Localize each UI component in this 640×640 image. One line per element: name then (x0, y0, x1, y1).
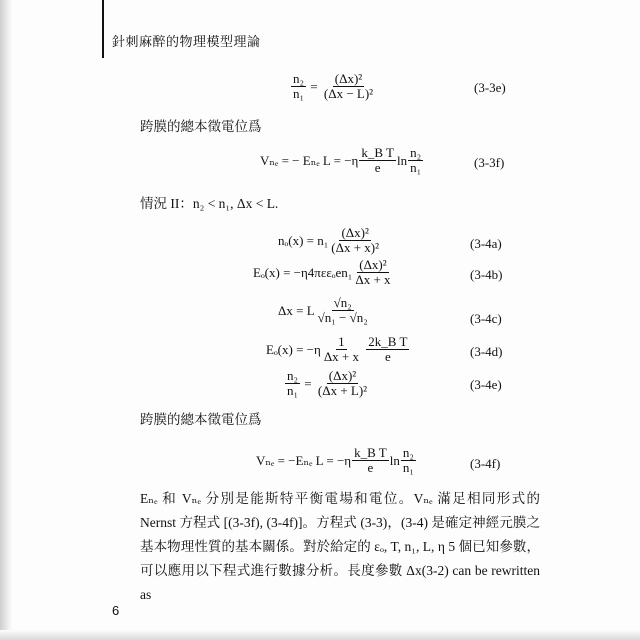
page-number: 6 (112, 603, 120, 618)
eq-3-3f-frac1-num: k_B T (361, 145, 394, 160)
equation-label-3-4f: (3-4f) (470, 456, 501, 471)
equation-label-3-3e: (3-3e) (474, 80, 506, 95)
eq-3-4b-frac-den: Δx + x (355, 272, 391, 287)
eq-3-4e-lhs-num: n₂ (287, 368, 299, 383)
equation-3-4d (266, 335, 410, 364)
equation-3-4e: $\frac{\text{n₂}}{\text{n₁}}$ = $\frac{\text{(Δx)²}}{\text{(Δx + L)²}}$ (287, 368, 368, 398)
running-head: 針刺麻醉的物理模型理論 (112, 34, 261, 49)
header-vertical-rule (102, 0, 104, 58)
equation-3-3e: $\frac{\text{n₂}}{\text{n₁}}$ = $\frac{\text{(Δx)²}}{\text{(Δx − L)²}}$ (293, 71, 374, 101)
eq-3-4f-frac2-num: n₂ (402, 445, 414, 460)
eq-3-4b-lhs: Eₒ(x) = −η4πεεₒen₁ (253, 264, 353, 280)
page-gutter-shadow (0, 0, 12, 640)
eq-3-3e-lhs-num: n₂ (293, 71, 305, 86)
equation-label-3-4b: (3-4b) (470, 267, 503, 282)
potential-intro-1: 跨膜的總本徵電位爲 (140, 119, 262, 134)
equation-3-3f (260, 146, 424, 175)
eq-3-4c-lhs: Δx = L (278, 302, 315, 318)
eq-3-3f-ln: ln (396, 152, 408, 168)
eq-3-4d-frac1-num: 1 (338, 334, 345, 349)
eq-3-4a-frac-num: (Δx)² (341, 225, 369, 240)
equation-3-4a (278, 226, 382, 255)
eq-3-4b-frac-num: (Δx)² (359, 257, 387, 272)
eq-3-3f-frac2-den: n₁ (410, 160, 422, 175)
eq-3-4e-rhs-num: (Δx)² (328, 368, 357, 383)
eq-3-4a-lhs: nₒ(x) = n₁ (278, 232, 329, 248)
equation-label-3-4a: (3-4a) (470, 236, 502, 251)
equation-label-3-4e: (3-4e) (470, 377, 502, 392)
body-paragraph: Eₙₑ 和 Vₙₑ 分別是能斯特平衡電場和電位。Vₙₑ 滿足相同形式的 Nernst 方程式 [(3-3f), (3-4f)]。方程式 (3-3)，(3-4) 是確定神經元膜之基本物理性質的基本關係。對於給定的 εₒ, T, n₁, L, η 5 個已知參數，可以應用以下程式進行數據分析。長度參數 Δx(3-2) can be rewritten as (140, 491, 540, 602)
eq-3-4e-rhs-den: (Δx + L)² (317, 383, 368, 398)
eq-3-4f-frac1-den: e (367, 460, 374, 475)
eq-3-3e-lhs-den: n₁ (293, 86, 305, 101)
potential-intro-2: 跨膜的總本徵電位爲 (140, 412, 262, 427)
eq-3-4d-frac2-num: 2k_B T (368, 334, 408, 349)
equation-3-4f (256, 446, 417, 475)
eq-3-4f-frac2-den: n₁ (402, 460, 414, 475)
eq-3-4f-lhs: Vₙₑ = −Eₙₑ L = −η (256, 452, 352, 468)
eq-3-4c-frac-num: √n₂ (333, 295, 352, 310)
eq-3-3e-rhs-den: (Δx − L)² (323, 86, 374, 101)
eq-3-4d-frac2-den: e (384, 349, 391, 364)
eq-3-4e-lhs-den: n₁ (287, 383, 299, 398)
eq-3-3e-rhs-num: (Δx)² (334, 71, 363, 86)
equation-label-3-4c: (3-4c) (470, 311, 502, 326)
eq-3-4a-frac-den: (Δx + x)² (331, 240, 380, 255)
case-ii-condition: 情況 II：n₂ < n₁, Δx < L. (140, 196, 279, 211)
eq-3-4c-frac-den: √n₁ − √n₂ (317, 310, 368, 325)
equation-3-4c (278, 296, 371, 325)
eq-3-4d-lhs: Eₒ(x) = −η (266, 341, 321, 357)
eq-3-4f-ln: ln (389, 452, 400, 468)
equation-label-3-4d: (3-4d) (470, 344, 503, 359)
eq-3-3f-frac1-den: e (374, 160, 381, 175)
page-bottom-shadow (0, 630, 640, 640)
eq-3-3f-lhs: Vₙₑ = − Eₙₑ L = −η (260, 152, 359, 168)
equation-3-4b (253, 258, 394, 287)
eq-3-3f-frac2-num: n₂ (410, 145, 422, 160)
equation-label-3-3f: (3-3f) (474, 155, 505, 170)
eq-3-4d-frac1-den: Δx + x (323, 349, 360, 364)
eq-3-4f-frac1-num: k_B T (354, 445, 387, 460)
